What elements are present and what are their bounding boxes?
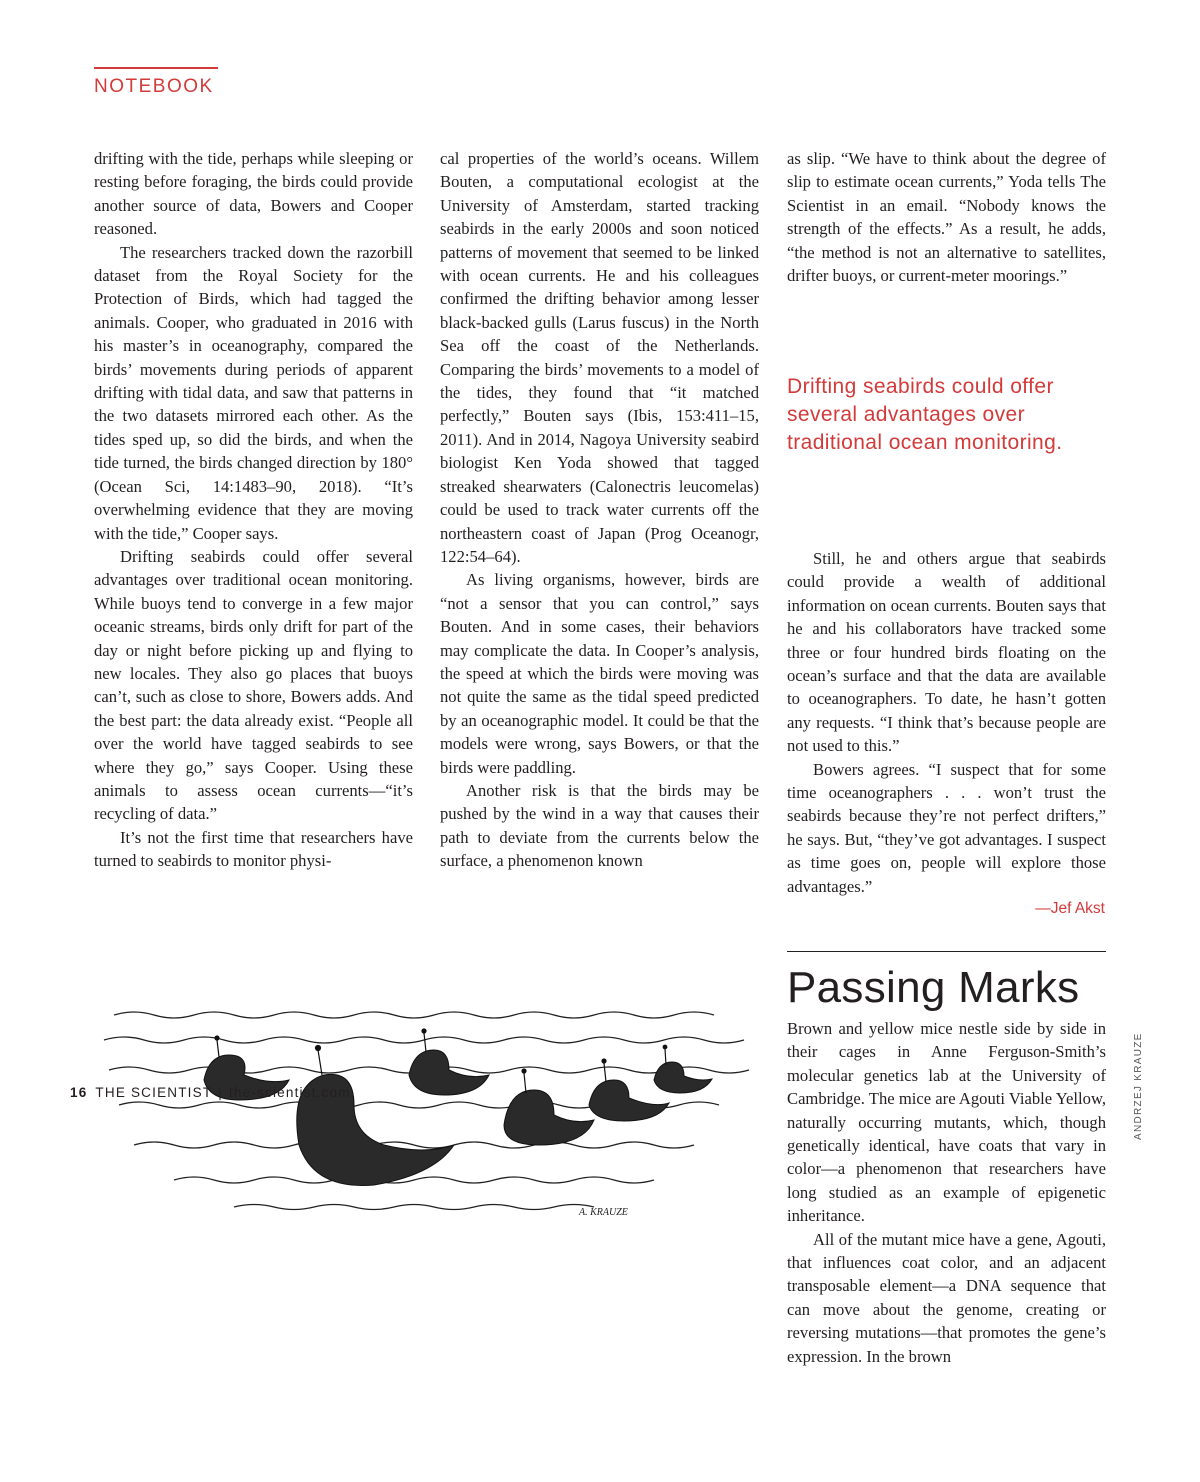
article-column-3 <box>787 147 1106 287</box>
paragraph: All of the mutant mice have a gene, Agouti, that influences coat color, and an adjacent transposable element—a DNA sequence that can move about the genome, creating or reversing mutations—that promotes the gene’s expression. In the brown <box>787 1229 1106 1366</box>
artist-signature: A. KRAUZE <box>579 1207 628 1218</box>
paragraph: as slip. “We have to think about the degree of slip to estimate ocean currents,” Yoda tells The Scientist in an email. “Nobody knows the strength of the effects.” As a result, he adds, “the method is not an alternative to satellites, drifter buoys, or current-meter moorings.” <box>787 149 1106 286</box>
article-column-2 <box>440 147 759 873</box>
paragraph: As living organisms, however, birds are “not a sensor that you can control,” says Bouten. And in some cases, their behaviors may complicate the data. In Cooper’s analysis, the speed at which the birds were moving was not quite the same as the tidal speed predicted by an oceanographic model. It could be that the models were wrong, says Bowers, or that the birds were paddling. <box>440 570 759 777</box>
section-label: NOTEBOOK <box>94 76 214 97</box>
seabird-illustration <box>94 985 766 1225</box>
bird-right <box>504 1090 594 1145</box>
paragraph: Another risk is that the birds may be pushed by the wind in a way that causes their path to deviate from the currents below the surface, a phenomenon known <box>440 780 759 871</box>
paragraph: Drifting seabirds could offer several advantages over traditional ocean monitoring. While buoys tend to converge in a few major oceanic streams, birds only drift for part of the day or night before picking up and flying to new locales. They also go places that buoys can’t, such as close to shore, Bowers adds. And the best part: the data already exist. “People all over the world have tagged seabirds to see where they go,” says Cooper. Using these animals to assess ocean currents—“it’s recycling of data.” <box>94 546 413 824</box>
paragraph: drifting with the tide, perhaps while sleeping or resting before foraging, the birds could provide another source of data, Bowers and Cooper reasoned. <box>94 149 413 239</box>
paragraph: The researchers tracked down the razorbill dataset from the Royal Society for the Protection of Birds, which had tagged the animals. Cooper, who graduated in 2016 with his master’s in oceanography, compared the birds’ movements during periods of apparent drifting with tidal data, and saw that patterns in the two datasets mirrored each other. As the tides sped up, so did the birds, and when the tide turned, the birds changed direction by 180° (Ocean Sci, 14:1483–90, 2018). “It’s overwhelming evidence that they are moving with the tide,” Cooper says. <box>94 242 413 543</box>
article-column-3-continued <box>787 547 1106 898</box>
paragraph: cal properties of the world’s oceans. Willem Bouten, a computational ecologist at the University of Amsterdam, started tracking seabirds in the early 2000s and soon noticed patterns of movement that seemed to be linked with ocean currents. He and his colleagues confirmed the drifting behavior among lesser black-backed gulls (Larus fuscus) in the North Sea off the coast of the Netherlands. Comparing the birds’ movements to a model of the tides, they found that “it matched perfectly,” Bouten says (Ibis, 153:411–15, 2011). And in 2014, Nagoya University seabird biologist Ken Yoda showed that tagged streaked shearwaters (Calonectris leucomelas) could be used to track water currents off the northeastern coast of Japan (Prog Oceanogr, 122:54–64). <box>440 149 759 566</box>
section-divider <box>787 951 1106 952</box>
article-2-body <box>787 1017 1106 1368</box>
publication-name: THE SCIENTIST <box>95 1085 213 1100</box>
section-rule <box>94 67 218 69</box>
article-column-1 <box>94 147 413 873</box>
article-headline: Passing Marks <box>787 963 1080 1012</box>
bird-figures <box>204 1050 712 1186</box>
illustration-credit: ANDRZEJ KRAUZE <box>1133 1032 1144 1140</box>
publication-url[interactable]: the-scientist.com <box>229 1085 351 1100</box>
paragraph: Still, he and others argue that seabirds could provide a wealth of additional information on ocean currents. Bouten says that he and his collaborators have tracked some three or four hundred birds floating on the ocean’s surface and that the data are available to oceanographers. To date, he hasn’t gotten any requests. “I think that’s because people are not used to this.” <box>787 549 1106 756</box>
page-footer <box>70 1085 351 1100</box>
footer-separator: | <box>218 1085 223 1100</box>
author-byline: —Jef Akst <box>1035 900 1105 917</box>
pull-quote: Drifting seabirds could offer several advantages over traditional ocean monitoring. <box>787 375 1063 454</box>
paragraph: Brown and yellow mice nestle side by side in their cages in Anne Ferguson-Smith’s molecular genetics lab at the University of Cambridge. The mice are Agouti Viable Yellow, naturally occurring mutants, which, though genetically identical, have coats that vary in color—a phenomenon that researchers have long studied as an example of epigenetic inheritance. <box>787 1019 1106 1226</box>
page-number: 16 <box>70 1085 88 1100</box>
paragraph: Bowers agrees. “I suspect that for some time oceanographers . . . won’t trust the seabirds because they’re not perfect drifters,” he says. But, “they’ve got advantages. I suspect as time goes on, people will explore those advantages.” <box>787 759 1106 896</box>
paragraph: It’s not the first time that researchers have turned to seabirds to monitor physi- <box>94 827 413 871</box>
